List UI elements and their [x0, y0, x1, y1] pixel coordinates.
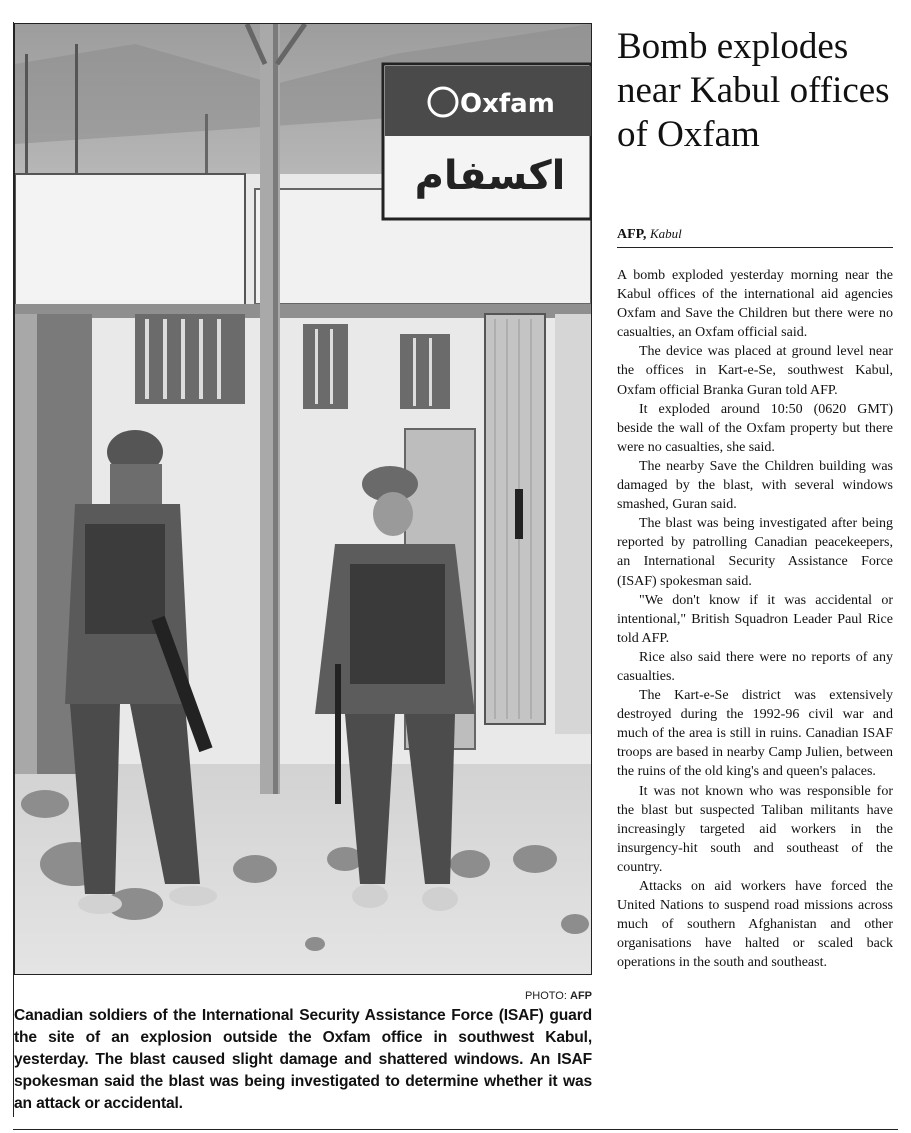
photo-credit: [400, 990, 592, 1002]
paragraph: Rice also said there were no reports of any casualties.: [617, 649, 893, 684]
paragraph: "We don't know if it was accidental or intentional," British Squadron Leader Paul Rice told AFP.: [617, 592, 893, 646]
news-photo: [14, 23, 592, 975]
paragraph: It was not known who was responsible for the blast but suspected Taliban militants have increasingly targeted aid workers in the insurgency-hit south and southeast of the country.: [617, 783, 893, 875]
photo-scene: [15, 24, 591, 974]
paragraph: Attacks on aid workers have forced the United Nations to suspend road missions across much of southern Afghanistan and other organisations have halted or scaled back operations in the south and southeast.: [617, 879, 893, 971]
photo-credit-label: PHOTO:: [524, 990, 567, 1002]
paragraph: The blast was being investigated after being reported by patrolling Canadian peacekeepers, an International Security Assistance Force (ISAF) spokesman said.: [617, 516, 893, 589]
byline-agency: AFP,: [617, 227, 647, 242]
sign-brand-text: Oxfam: [460, 89, 555, 119]
paragraph: The device was placed at ground level near the offices in Kart-e-Se, southwest Kabul, Oxfam official Branka Guran told AFP.: [617, 344, 893, 398]
photo-credit-source: AFP: [570, 990, 592, 1002]
headline: Bomb explodes near Kabul offices of Oxfam: [617, 26, 890, 155]
page-rule-bottom: [13, 1129, 898, 1130]
byline-city: Kabul: [649, 226, 682, 241]
sign-script-text: اکسفام: [414, 153, 566, 199]
paragraph: It exploded around 10:50 (0620 GMT) beside the wall of the Oxfam property but there were no casualties, she said.: [617, 401, 893, 455]
oxfam-sign: [383, 64, 591, 219]
paragraph: The Kart-e-Se district was extensively destroyed during the 1992-96 civil war and much of the area is still in ruins. Canadian ISAF troops are based in nearby Camp Julien, between the ruins of the old king's and queen's palaces.: [617, 688, 893, 780]
article-body: [617, 266, 893, 972]
photo-caption: Canadian soldiers of the International Security Assistance Force (ISAF) guard the site of an explosion outside the Oxfam office in southwest Kabul, yesterday. The blast caused slight damage and shattered windows. An ISAF spokesman said the blast was being investigated to determine whether it was an attack or accidental.: [14, 1007, 592, 1112]
byline: [617, 226, 893, 248]
paragraph: The nearby Save the Children building was damaged by the blast, with several windows smashed, Guran said.: [617, 458, 893, 513]
paragraph: A bomb exploded yesterday morning near the Kabul offices of the international aid agencies Oxfam and Save the Children but there were no casualties, an Oxfam official said.: [617, 268, 893, 341]
